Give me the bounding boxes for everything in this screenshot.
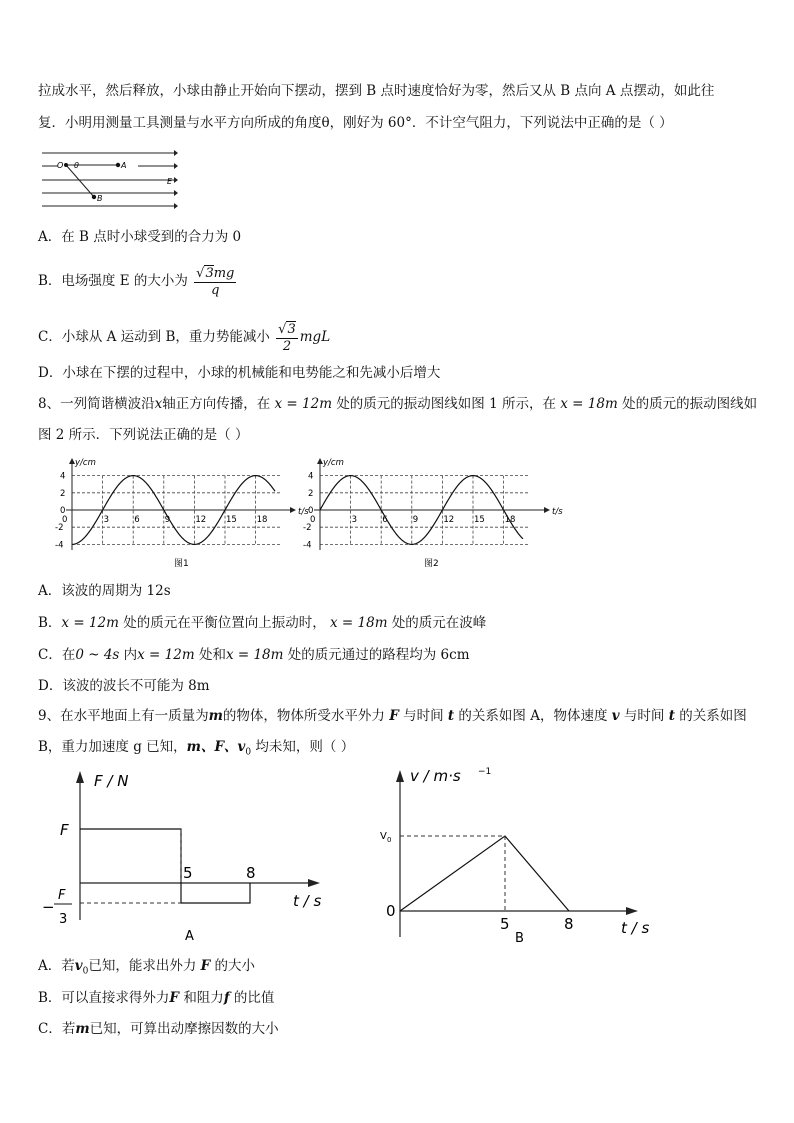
tick-label-f: F [60, 821, 69, 839]
tick-label-8: 8 [246, 864, 256, 882]
point-b [92, 195, 96, 199]
wave-chart-2 [300, 455, 575, 570]
option-c-text: C．小球从 A 运动到 B，重力势能减小 [38, 329, 270, 345]
q7-option-c: C．小球从 A 运动到 B，重力势能减小 $\frac{√3}{2}$ mgL [38, 321, 331, 354]
y-tick-label: 2 [308, 488, 314, 499]
y-tick-label: 4 [60, 471, 66, 482]
y-axis-label-sup: −1 [478, 767, 492, 777]
q8-option-d: D．该波的波长不可能为 8m [38, 678, 210, 694]
q8-option-c: C．在0 ~ 4s 内x = 12m 处和x = 18m 处的质元通过的路程均为 6cm [38, 647, 470, 663]
force-time-chart [40, 765, 340, 945]
x-tick-label: 3 [103, 515, 110, 525]
point-a [116, 163, 120, 167]
q8-stem-line1: 8、一列简谐横波沿x轴正方向传播，在 x = 12m 处的质元的振动图线如图 1 所示，在 x = 18m 处的质元的振动图线如 [38, 396, 758, 412]
x-tick-label: 18 [256, 515, 268, 525]
q7-option-a: A．在 B 点时小球受到的合力为 0 [38, 229, 242, 245]
tick-label-neg-den: 3 [59, 912, 68, 927]
origin-label: 0 [386, 902, 396, 920]
x-tick-label: 9 [412, 515, 419, 525]
q9-option-a: A．若$v_0$已知，能求出外力 F 的大小 [38, 958, 256, 977]
x-tick-label: 6 [382, 515, 388, 525]
velocity-line [400, 836, 569, 911]
label-e: E [167, 177, 173, 186]
x-axis-label: t/s [298, 507, 309, 517]
q7-option-b [38, 264, 238, 299]
y-axis-label: y/cm [75, 458, 96, 468]
option-b-fraction: $\frac{√3mg}{q}$ [196, 265, 235, 298]
figure-caption: A [185, 929, 194, 944]
x-axis-label: t/s [552, 507, 563, 517]
x-axis-label: t / s [293, 892, 322, 910]
figure-caption: B [515, 931, 524, 946]
x-tick-label: 12 [195, 515, 207, 525]
x-axis-label: t / s [621, 919, 650, 937]
q7-field-figure [40, 148, 180, 210]
point-o [64, 163, 68, 167]
label-b: B [97, 194, 103, 203]
x-axis-arrow [626, 907, 638, 915]
y-tick-label: -2 [303, 523, 312, 534]
label-a: A [121, 161, 127, 170]
origin-label: 0 [310, 515, 316, 525]
y-axis-label: y/cm [323, 458, 344, 468]
figure-caption: 图1 [174, 559, 189, 569]
tick-label-minus: − [42, 898, 55, 916]
tick-label-8: 8 [564, 915, 574, 933]
q8-stem-line2: 图 2 所示．下列说法正确的是（ ） [38, 427, 249, 443]
y-tick-label: 2 [60, 488, 66, 499]
q8-option-b: B．x = 12m 处的质元在平衡位置向上振动时， x = 18m 处的质元在波峰 [38, 615, 487, 631]
x-tick-labels [62, 515, 267, 525]
x-axis-arrow [544, 507, 550, 513]
arrow-head [174, 203, 178, 209]
x-axis-arrow [290, 507, 296, 513]
figure-caption: 图2 [424, 559, 439, 569]
q8-option-a: A．该波的周期为 12s [38, 583, 171, 599]
q7-option-d: D．小球在下摆的过程中，小球的机械能和电势能之和先减小后增大 [38, 365, 441, 381]
y-tick-label: 0 [60, 506, 66, 516]
q9-option-c: C．若m已知，可算出动摩擦因数的大小 [38, 1021, 279, 1037]
x-axis-arrow [308, 879, 320, 887]
q7-stem-line2: 复．小明用测量工具测量与水平方向所成的角度θ，刚好为 60°．不计空气阻力，下列说法中正确的是（ ） [38, 115, 673, 131]
option-c-fraction: $\frac{√3}{2}$ [278, 321, 296, 354]
label-theta: θ [74, 161, 79, 170]
velocity-time-chart [365, 762, 665, 947]
x-tick-label: 12 [443, 515, 455, 525]
x-tick-label: 6 [134, 515, 140, 525]
option-b-text: B．电场强度 E 的大小为 [38, 273, 188, 289]
y-tick-label: 4 [308, 471, 314, 482]
x-tick-label: 9 [164, 515, 171, 525]
origin-label: 0 [62, 515, 68, 525]
tick-label-v0: V [380, 831, 387, 842]
label-o: O [57, 161, 64, 170]
y-axis-label: v / m·s [410, 767, 461, 785]
y-tick-labels [303, 471, 316, 551]
tick-label-5: 5 [183, 864, 193, 882]
arrow-head [174, 150, 178, 156]
x-tick-labels [310, 515, 515, 525]
y-axis-arrow [396, 770, 404, 782]
arrow-head [174, 163, 178, 169]
x-tick-label: 15 [474, 515, 485, 525]
arrow-head [174, 190, 178, 196]
y-tick-label: -2 [55, 523, 64, 534]
y-tick-label: -4 [55, 540, 64, 551]
q9-stem-line2: B，重力加速度 g 已知，m、F、$v_0$ 均未知，则（ ） [38, 739, 355, 758]
x-tick-label: 3 [351, 515, 358, 525]
tick-label-5: 5 [500, 915, 510, 933]
x-tick-label: 18 [504, 515, 516, 525]
tick-label-neg-num: F [58, 888, 66, 903]
tick-label-v0-sub: 0 [387, 836, 392, 844]
wave-chart-1 [52, 455, 317, 570]
arrow-head [174, 177, 178, 183]
y-tick-label: 0 [308, 506, 314, 516]
q7-stem-line1: 拉成水平，然后释放，小球由静止开始向下摆动，摆到 B 点时速度恰好为零，然后又从 B 点向 A 点摆动，如此往 [38, 83, 715, 99]
y-axis-arrow [76, 771, 84, 783]
y-tick-labels [55, 471, 68, 551]
y-tick-label: -4 [303, 540, 312, 551]
q9-stem-line1: 9、在水平地面上有一质量为m的物体，物体所受水平外力 F 与时间 t 的关系如图 A，物体速度 v 与时间 t 的关系如图 [38, 708, 747, 724]
q9-option-b: B．可以直接求得外力F 和阻力f 的比值 [38, 990, 275, 1006]
x-tick-label: 15 [226, 515, 237, 525]
force-line [80, 829, 250, 903]
y-axis-label: F / N [94, 772, 129, 790]
